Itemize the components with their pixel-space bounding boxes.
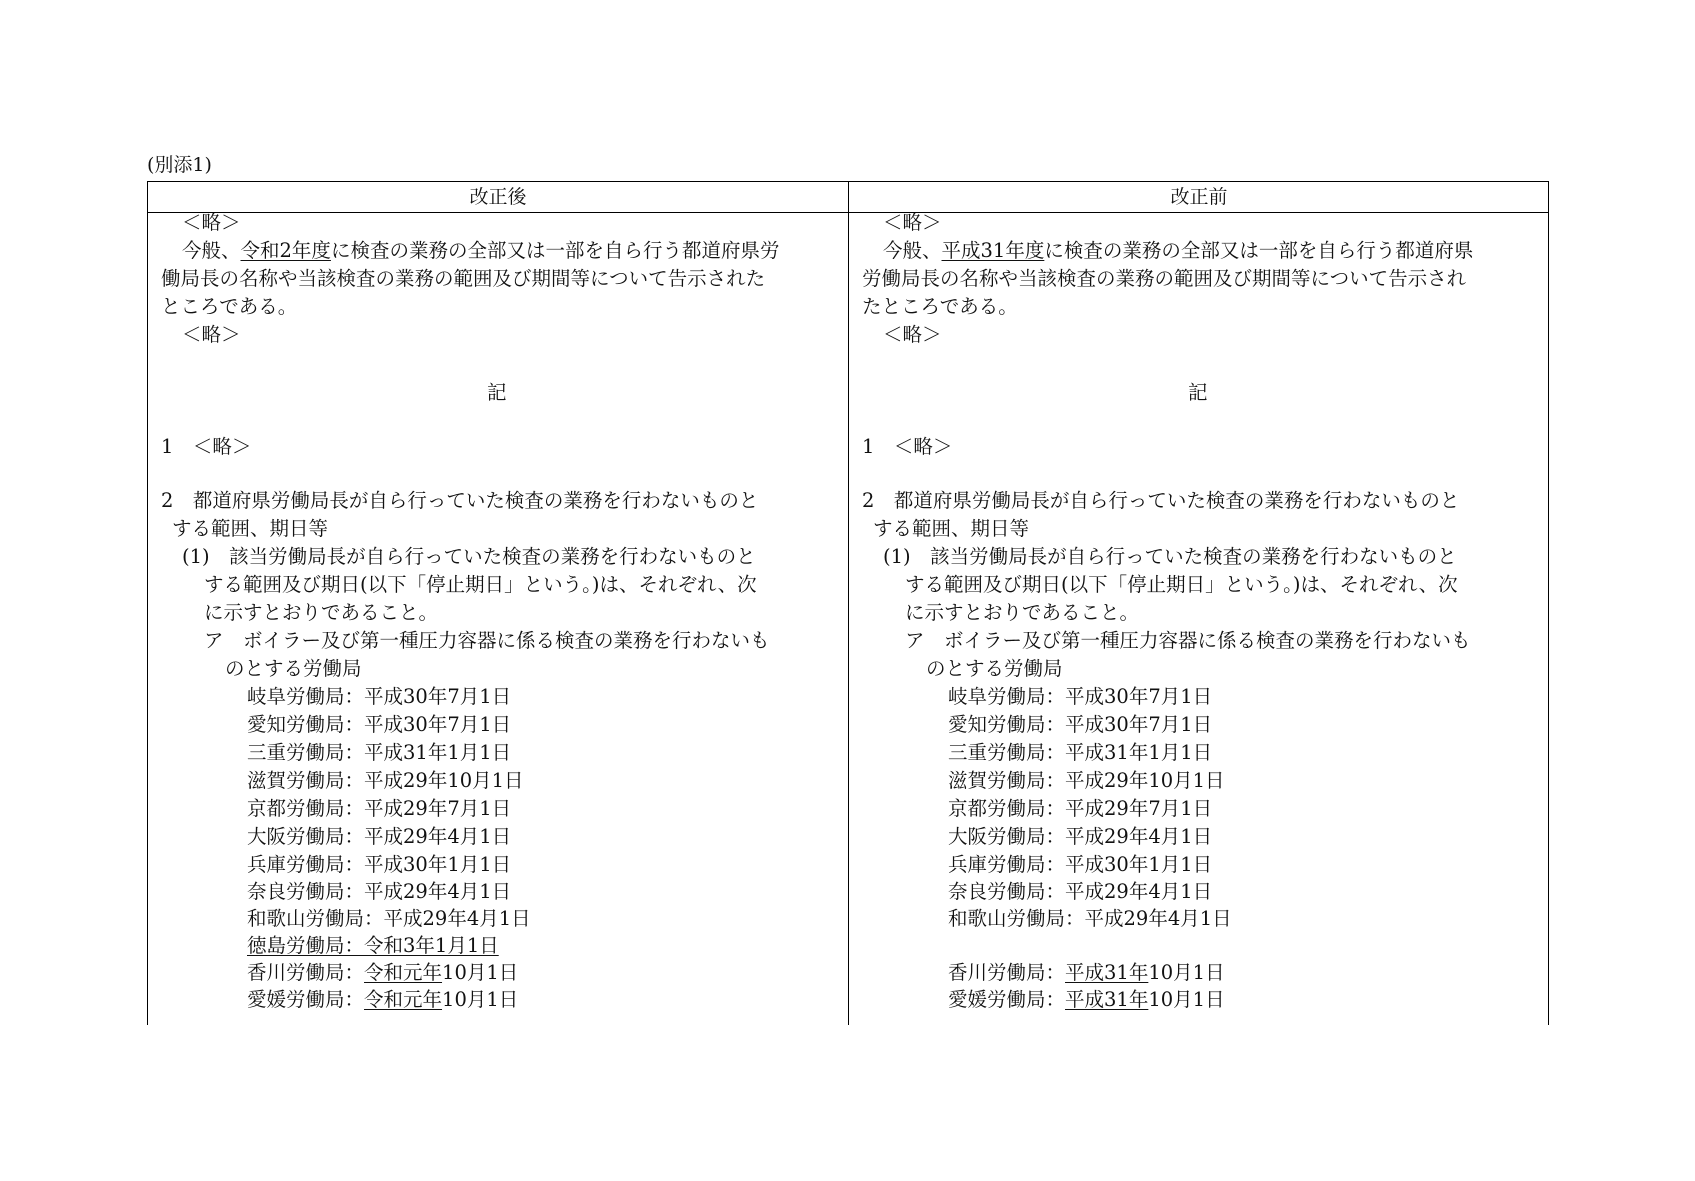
header-after: 改正後 — [469, 186, 527, 208]
bureau-entry — [948, 959, 1225, 987]
bureau-entry: 奈良労働局：平成29年4月1日 — [948, 880, 1213, 903]
bureau-name: 香川労働局： — [948, 961, 1066, 984]
sub-item-a-line-1: ア ボイラー及び第一種圧力容器に係る検査の業務を行わないも — [905, 629, 1471, 652]
bureau-entry: 大阪労働局：平成29年4月1日 — [247, 825, 512, 848]
bureau-entry: 愛知労働局：平成30年7月1日 — [247, 713, 512, 736]
omission-marker: ＜略＞ — [182, 323, 241, 346]
intro-prefix: 今般、 — [883, 239, 942, 262]
intro-prefix: 今般、 — [182, 239, 241, 262]
item-2-line-2: する範囲、期日等 — [873, 517, 1030, 540]
bureau-entry: 愛知労働局：平成30年7月1日 — [948, 713, 1213, 736]
item-2-line-1: 2 都道府県労働局長が自ら行っていた検査の業務を行わないものと — [862, 489, 1460, 512]
bureau-entry: 兵庫労働局：平成30年1月1日 — [247, 853, 512, 876]
intro-line-1 — [883, 237, 1473, 265]
bureau-entry: 滋賀労働局：平成29年10月1日 — [247, 769, 524, 792]
sub-item-1-line-3: に示すとおりであること。 — [204, 601, 439, 624]
bureau-name: 愛媛労働局： — [247, 988, 365, 1011]
intro-line-3: ところである。 — [161, 295, 298, 318]
original-era: 平成31年 — [1065, 988, 1149, 1011]
bureau-date: 10月1日 — [1148, 961, 1225, 984]
item-2-line-1: 2 都道府県労働局長が自ら行っていた検査の業務を行わないものと — [161, 489, 759, 512]
intro-suffix: に検査の業務の全部又は一部を自ら行う都道府県 — [1044, 239, 1474, 262]
bureau-entry: 大阪労働局：平成29年4月1日 — [948, 825, 1213, 848]
bureau-entry: 奈良労働局：平成29年4月1日 — [247, 880, 512, 903]
bureau-date: 10月1日 — [442, 961, 519, 984]
bureau-name: 香川労働局： — [247, 961, 365, 984]
intro-line-1 — [182, 237, 779, 265]
header-before: 改正前 — [1170, 186, 1228, 208]
amended-era: 令和元年 — [364, 988, 443, 1011]
bureau-entry: 京都労働局：平成29年7月1日 — [247, 797, 512, 820]
item-2-line-2: する範囲、期日等 — [172, 517, 329, 540]
bureau-entry: 和歌山労働局：平成29年4月1日 — [247, 907, 531, 930]
amended-era: 令和元年 — [364, 961, 443, 984]
intro-line-2: 働局長の名称や当該検査の業務の範囲及び期間等について告示された — [161, 267, 766, 290]
bureau-entry: 三重労働局：平成31年1月1日 — [948, 741, 1213, 764]
attachment-label: (別添1) — [147, 154, 212, 176]
intro-line-3: たところである。 — [862, 295, 1018, 318]
intro-suffix: に検査の業務の全部又は一部を自ら行う都道府県労 — [330, 239, 780, 262]
bureau-entry — [948, 986, 1225, 1014]
bureau-entry: 岐阜労働局：平成30年7月1日 — [247, 685, 512, 708]
bureau-entry: 兵庫労働局：平成30年1月1日 — [948, 853, 1213, 876]
bureau-entry: 京都労働局：平成29年7月1日 — [948, 797, 1213, 820]
sub-item-1-line-1: (1) 該当労働局長が自ら行っていた検査の業務を行わないものと — [182, 545, 756, 568]
bureau-entry: 岐阜労働局：平成30年7月1日 — [948, 685, 1213, 708]
ki-heading: 記 — [487, 381, 507, 404]
omission-marker: ＜略＞ — [182, 213, 241, 234]
sub-item-1-line-2: する範囲及び期日(以下「停止期日」という。)は、それぞれ、次 — [204, 573, 757, 596]
original-year: 平成31年度 — [941, 239, 1045, 262]
bureau-date: 10月1日 — [442, 988, 519, 1011]
intro-line-2: 労働局長の名称や当該検査の業務の範囲及び期間等について告示され — [862, 267, 1467, 290]
item-1: 1 ＜略＞ — [862, 435, 953, 458]
ki-heading: 記 — [1188, 381, 1208, 404]
sub-item-a-line-1: ア ボイラー及び第一種圧力容器に係る検査の業務を行わないも — [204, 629, 770, 652]
bureau-entry-added: 徳島労働局：令和3年1月1日 — [247, 934, 499, 957]
bureau-entry: 和歌山労働局：平成29年4月1日 — [948, 907, 1232, 930]
original-era: 平成31年 — [1065, 961, 1149, 984]
item-1: 1 ＜略＞ — [161, 435, 252, 458]
bureau-date: 10月1日 — [1148, 988, 1225, 1011]
column-after — [148, 213, 848, 1025]
sub-item-1-line-2: する範囲及び期日(以下「停止期日」という。)は、それぞれ、次 — [905, 573, 1458, 596]
sub-item-1-line-3: に示すとおりであること。 — [905, 601, 1140, 624]
omission-marker: ＜略＞ — [883, 213, 942, 234]
sub-item-1-line-1: (1) 該当労働局長が自ら行っていた検査の業務を行わないものと — [883, 545, 1457, 568]
bureau-name: 愛媛労働局： — [948, 988, 1066, 1011]
comparison-table — [147, 181, 1549, 1025]
amended-year: 令和2年度 — [240, 239, 331, 262]
bureau-entry — [247, 986, 518, 1014]
bureau-entry: 三重労働局：平成31年1月1日 — [247, 741, 512, 764]
omission-marker: ＜略＞ — [883, 323, 942, 346]
bureau-entry — [247, 959, 518, 987]
column-before — [849, 213, 1549, 1025]
sub-item-a-line-2: のとする労働局 — [225, 657, 362, 680]
sub-item-a-line-2: のとする労働局 — [926, 657, 1063, 680]
bureau-entry: 滋賀労働局：平成29年10月1日 — [948, 769, 1225, 792]
